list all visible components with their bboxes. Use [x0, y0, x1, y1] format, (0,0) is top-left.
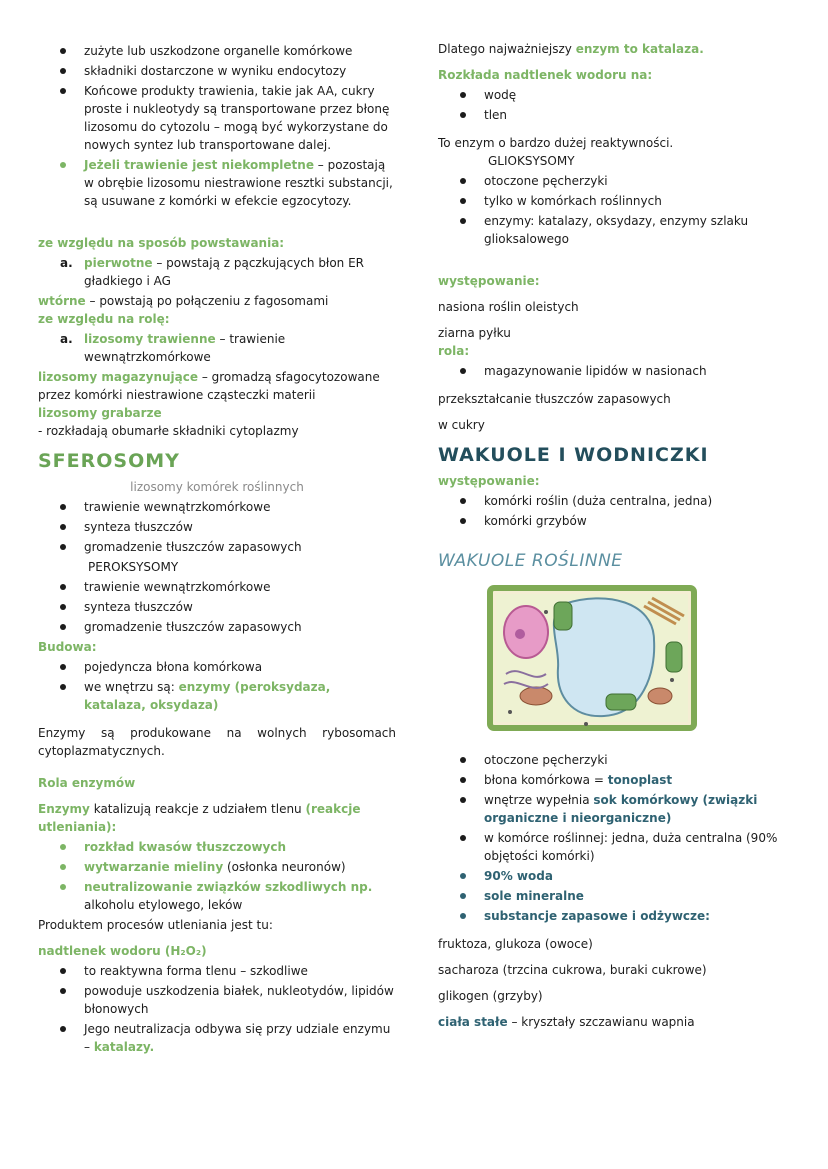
- myelin-title: wytwarzanie mieliny: [84, 860, 224, 874]
- glioksysomy-label: GLIOKSYSOMY: [488, 154, 575, 168]
- list-item: otoczone pęcherzyki: [438, 751, 798, 769]
- scavenger-text: - rozkładają obumarłe składniki cytoplazmy: [38, 424, 299, 438]
- left-column: [38, 40, 396, 1058]
- plant-vacuole-heading: WAKUOLE ROŚLINNE: [438, 551, 623, 571]
- decomposes-list: [438, 86, 798, 124]
- solids-title: ciała stałe: [438, 1015, 508, 1029]
- enzymes-word: Enzymy: [38, 802, 90, 816]
- digestive-text: – trawienie wewnątrzkomórkowe: [84, 332, 286, 364]
- mitochondrion: [520, 687, 552, 705]
- role-label: rola:: [438, 344, 470, 358]
- peroksysomy-list: [38, 578, 396, 636]
- intro-line: [438, 40, 798, 58]
- list-item: tlen: [438, 106, 798, 124]
- list-item: komórki roślin (duża centralna, jedna): [438, 492, 798, 510]
- interior-bold: sok komórkowy (związki organiczne i nieorganiczne): [484, 793, 758, 825]
- peroxide-list: [38, 962, 396, 1056]
- budowa-label: Budowa:: [38, 640, 97, 654]
- reactivity-text: To enzym o bardzo dużej reaktywności.: [438, 136, 674, 150]
- primary-title: pierwotne: [84, 256, 153, 270]
- lysosome-content-list: [38, 42, 396, 210]
- tonoplast-prefix: błona komórkowa =: [484, 773, 604, 787]
- list-item: rozkład kwasów tłuszczowych: [38, 838, 396, 856]
- product-text: Produktem procesów utleniania jest tu:: [38, 918, 273, 932]
- storage-text: – gromadzą sfagocytozowane przez komórki niestrawione cząsteczki materii: [38, 370, 380, 402]
- sferosomy-subtitle: lizosomy komórek roślinnych: [130, 480, 304, 494]
- incomplete-text: – pozostają w obrębie lizosomu niestrawione resztki substancji, są usuwane z komórki w efekcie egzocytozy.: [84, 158, 393, 208]
- enzymes-list: enzymy (peroksydaza, katalaza, oksydaza): [84, 680, 331, 712]
- list-item: składniki dostarczone w wyniku endocytozy: [38, 62, 396, 80]
- oxidation-list: [38, 838, 396, 914]
- ribosome-text: Enzymy są produkowane na wolnych rybosomach cytoplazmatycznych.: [38, 726, 396, 758]
- list-item: tylko w komórkach roślinnych: [438, 192, 798, 210]
- wakuole-heading: WAKUOLE I WODNICZKI: [438, 444, 709, 466]
- role-line: przekształcanie tłuszczów zapasowych: [438, 392, 671, 406]
- solids-line: [438, 1013, 798, 1031]
- mitochondrion: [648, 688, 672, 704]
- secondary-text: – powstają po połączeniu z fagosomami: [89, 294, 329, 308]
- origin-heading: ze względu na sposób powstawania:: [38, 236, 285, 250]
- enzymes-line: [38, 800, 396, 836]
- intro-enzyme: enzym to katalaza.: [575, 42, 704, 56]
- origin-list: [38, 254, 396, 290]
- occurrence-line: ziarna pyłku: [438, 326, 511, 340]
- list-item: gromadzenie tłuszczów zapasowych: [38, 618, 396, 636]
- list-item: zużyte lub uszkodzone organelle komórkowe: [38, 42, 396, 60]
- nucleolus: [515, 629, 525, 639]
- neutral-title: neutralizowanie związków szkodliwych np.: [84, 880, 373, 894]
- role-line: w cukry: [438, 418, 485, 432]
- list-item: [38, 156, 396, 210]
- interior-prefix: wnętrze wypełnia: [484, 793, 590, 807]
- wakuole-occurrence-label: występowanie:: [438, 474, 540, 488]
- sferosomy-list: [38, 498, 396, 556]
- list-item: otoczone pęcherzyki: [438, 172, 798, 190]
- list-item: Końcowe produkty trawienia, takie jak AA, cukry proste i nukleotydy są transportowane przez błonę lizosomu do cytozolu – mogą być wykorzystane do nowych syntez lub transportowane dalej.: [38, 82, 396, 154]
- oxidation-label: (reakcje utleniania):: [38, 802, 361, 834]
- list-item: w komórce roślinnej: jedna, duża centralna (90% objętości komórki): [438, 829, 798, 865]
- enzymes-prefix: we wnętrzu są:: [84, 680, 175, 694]
- tonoplast-word: tonoplast: [607, 773, 673, 787]
- list-item: powoduje uszkodzenia białek, nukleotydów, lipidów błonowych: [38, 982, 396, 1018]
- list-item: [38, 878, 396, 914]
- plant-vacuole-list: [438, 751, 798, 925]
- enzyme-role-heading: Rola enzymów: [38, 776, 136, 790]
- chloroplast: [554, 602, 572, 630]
- list-item: trawienie wewnątrzkomórkowe: [38, 498, 396, 516]
- digestive-title: lizosomy trawienne: [84, 332, 216, 346]
- list-item: komórki grzybów: [438, 512, 798, 530]
- peroxide-heading: nadtlenek wodoru (H₂O₂): [38, 944, 207, 958]
- neutral-text: alkoholu etylowego, leków: [84, 898, 243, 912]
- intro-prefix: Dlatego najważniejszy: [438, 42, 572, 56]
- list-item: enzymy: katalazy, oksydazy, enzymy szlaku glioksalowego: [438, 212, 798, 248]
- chloroplast: [666, 642, 682, 672]
- list-item: substancje zapasowe i odżywcze:: [438, 907, 798, 925]
- sugar-line: glikogen (grzyby): [438, 989, 543, 1003]
- list-item: to reaktywna forma tlenu – szkodliwe: [38, 962, 396, 980]
- list-item: 90% woda: [438, 867, 798, 885]
- sugar-line: fruktoza, glukoza (owoce): [438, 937, 593, 951]
- list-item: [38, 678, 396, 714]
- sferosomy-heading: SFEROSOMY: [38, 450, 180, 472]
- scavenger-title: lizosomy grabarze: [38, 406, 162, 420]
- katalaza-word: katalazy.: [93, 1040, 155, 1054]
- nucleus: [504, 606, 548, 658]
- sugar-line: sacharoza (trzcina cukrowa, buraki cukrowe): [438, 963, 707, 977]
- list-item: synteza tłuszczów: [38, 518, 396, 536]
- alpha-mark: a.: [60, 256, 73, 270]
- occurrence-line: nasiona roślin oleistych: [438, 300, 579, 314]
- role-list: [38, 330, 396, 366]
- incomplete-title: Jeżeli trawienie jest niekompletne: [84, 158, 314, 172]
- storage-title: lizosomy magazynujące: [38, 370, 198, 384]
- list-item: pojedyncza błona komórkowa: [38, 658, 396, 676]
- role-list: [438, 362, 798, 380]
- peroksysomy-label: PEROKSYSOMY: [88, 560, 179, 574]
- storage-line: [38, 368, 396, 404]
- budowa-list: [38, 658, 396, 714]
- chloroplast: [606, 694, 636, 710]
- secondary-line: [38, 292, 396, 310]
- myelin-text: (osłonka neuronów): [226, 860, 346, 874]
- list-item: [438, 791, 798, 827]
- list-item: trawienie wewnątrzkomórkowe: [38, 578, 396, 596]
- list-item: synteza tłuszczów: [38, 598, 396, 616]
- katalaza-prefix: Jego neutralizacja odbywa się przy udziale enzymu –: [84, 1022, 391, 1054]
- list-item: sole mineralne: [438, 887, 798, 905]
- list-item: [438, 771, 798, 789]
- secondary-title: wtórne: [38, 294, 86, 308]
- plant-cell-illustration: [486, 584, 698, 736]
- wakuole-occurrence-list: [438, 492, 798, 530]
- list-item: [38, 330, 396, 366]
- occurrence-label: występowanie:: [438, 274, 540, 288]
- enzymes-text: katalizują reakcje z udziałem tlenu: [93, 802, 302, 816]
- list-item: [38, 1020, 396, 1056]
- role-heading: ze względu na rolę:: [38, 312, 170, 326]
- solids-text: – kryształy szczawianu wapnia: [511, 1015, 695, 1029]
- list-item: [38, 858, 396, 876]
- glioksysomy-list: [438, 172, 798, 248]
- list-item: wodę: [438, 86, 798, 104]
- primary-text: – powstają z pączkujących błon ER gładkiego i AG: [84, 256, 365, 288]
- alpha-mark: a.: [60, 332, 73, 346]
- list-item: [38, 254, 396, 290]
- list-item: magazynowanie lipidów w nasionach: [438, 362, 798, 380]
- right-column: [438, 40, 798, 1031]
- list-item: gromadzenie tłuszczów zapasowych: [38, 538, 396, 556]
- decomposes-heading: Rozkłada nadtlenek wodoru na:: [438, 68, 653, 82]
